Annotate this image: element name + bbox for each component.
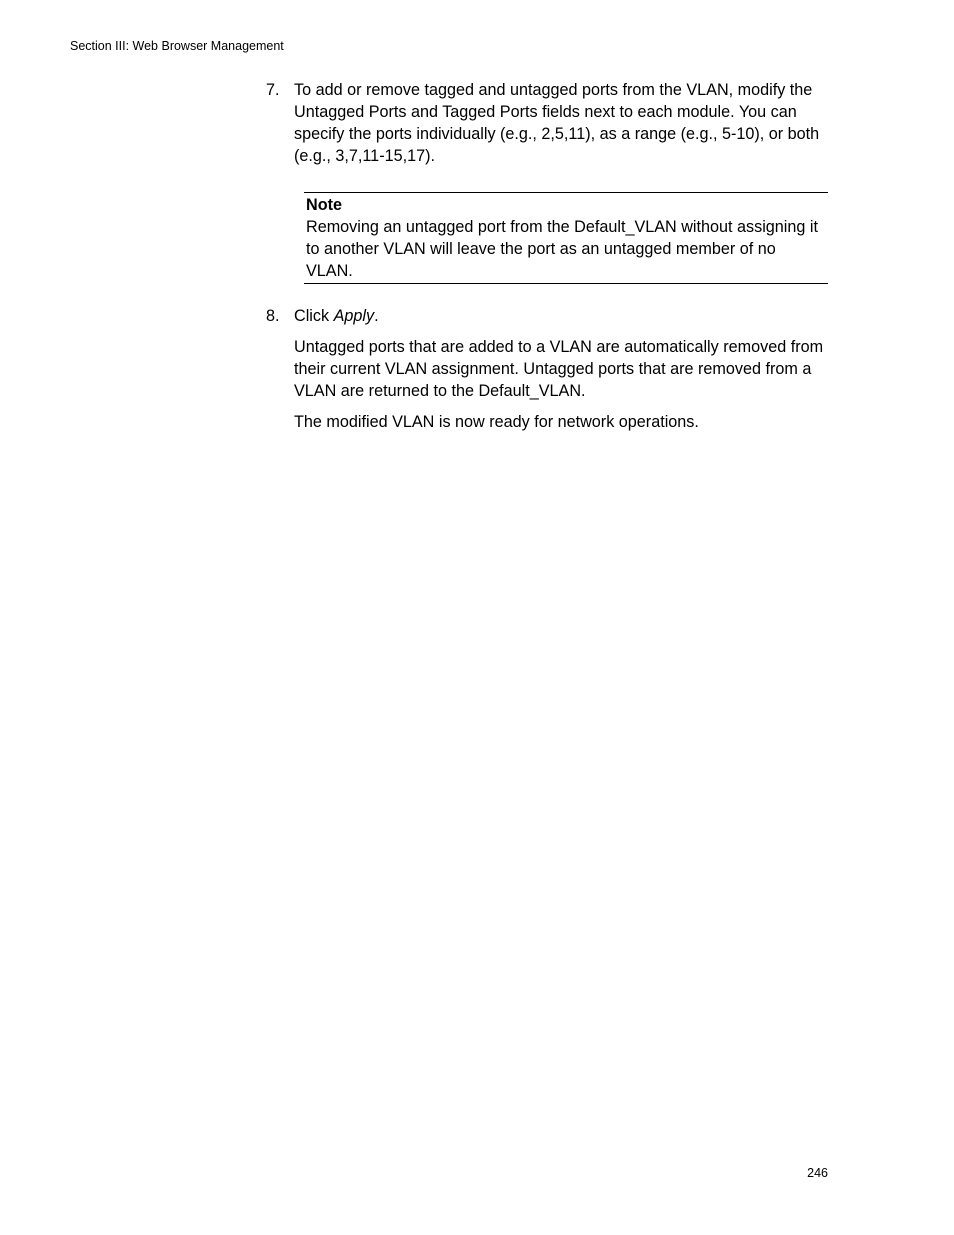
running-header: Section III: Web Browser Management — [70, 39, 284, 53]
page-number: 246 — [807, 1166, 828, 1180]
step-number: 7. — [266, 81, 280, 99]
step-7 — [266, 79, 828, 167]
paragraph-ready: The modified VLAN is now ready for network operations. — [294, 413, 699, 431]
step-text-suffix: . — [374, 307, 379, 325]
note-title: Note — [306, 196, 342, 214]
note-box — [304, 192, 828, 284]
step-number: 8. — [266, 307, 280, 325]
step-text-prefix: Click — [294, 307, 334, 325]
paragraph-untagged-ports: Untagged ports that are added to a VLAN are automatically removed from their current VLAN assignment. Untagged ports that are removed from a VLAN are returned to the Default_VLAN. — [294, 338, 824, 400]
note-text: Removing an untagged port from the Default_VLAN without assigning it to another VLAN will leave the port as an untagged member of no VLAN. — [306, 218, 819, 280]
step-8 — [266, 305, 828, 327]
apply-term: Apply — [333, 307, 375, 325]
step-text — [294, 305, 828, 327]
step-text: To add or remove tagged and untagged ports from the VLAN, modify the Untagged Ports and Tagged Ports fields next to each module. You can specify the ports individually (e.g., 2,5,11), as a range (e.g., 5-10), or both (e.g., 3,7,11-15,17). — [294, 81, 820, 165]
